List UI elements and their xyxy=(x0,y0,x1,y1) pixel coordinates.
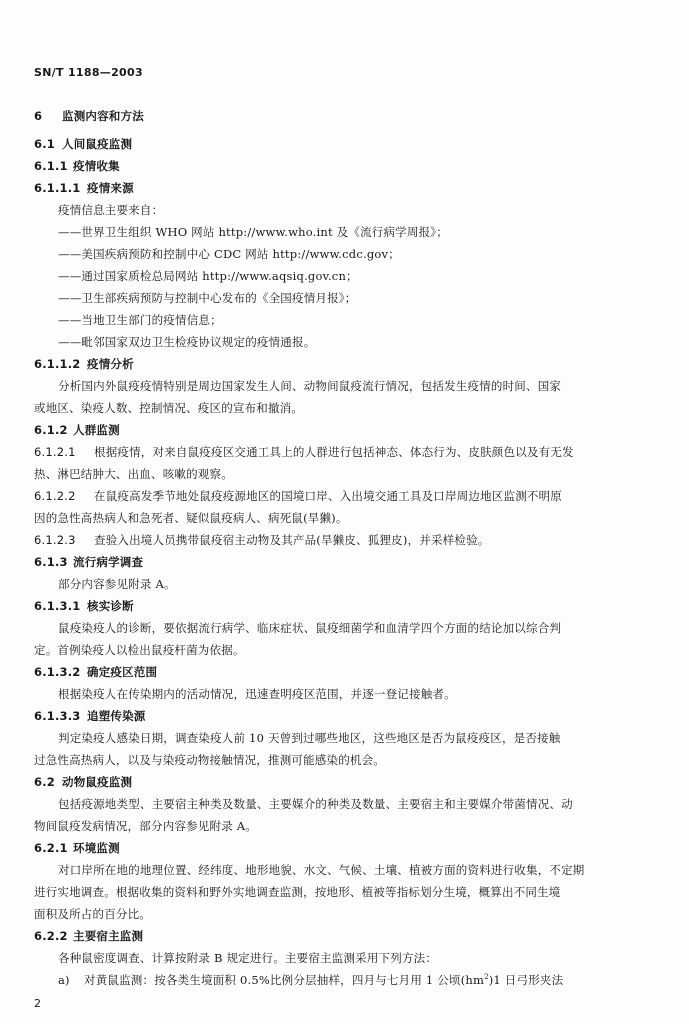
list-label: a) xyxy=(58,973,70,987)
section-number: 6.1.3.1 xyxy=(34,599,81,613)
section-title: 流行病学调查 xyxy=(73,555,144,569)
section-number: 6 xyxy=(34,109,43,123)
section-number: 6.1.2.3 xyxy=(34,533,76,547)
list-item: ——通过国家质检总局网站 http://www.aqsiq.gov.cn； xyxy=(58,269,358,283)
section-number: 6.1.1 xyxy=(34,159,68,173)
paragraph-text: 根据疫情，对来自鼠疫疫区交通工具上的人群进行包括神态、体态行为、皮肤颜色以及有无发 xyxy=(94,445,574,459)
section-number: 6.1.2.2 xyxy=(34,489,76,503)
list-item: ——毗邻国家双边卫生检疫协议规定的疫情通报。 xyxy=(58,335,316,349)
section-number: 6.2.1 xyxy=(34,841,68,855)
list-item: ——当地卫生部门的疫情信息； xyxy=(58,313,222,327)
paragraph-line: 过急性高热病人，以及与染疫动物接触情况，推测可能感染的机会。 xyxy=(34,753,385,767)
list-item-a xyxy=(58,973,563,987)
section-6-1-heading xyxy=(34,137,132,151)
section-6-1-2-1-line xyxy=(34,445,574,459)
paragraph-line: 物间鼠疫发病情况，部分内容参见附录 A。 xyxy=(34,819,257,833)
paragraph-line: 或地区、染疫人数、控制情况、疫区的宣布和撤消。 xyxy=(34,401,304,415)
paragraph-line: 面积及所占的百分比。 xyxy=(34,907,151,921)
paragraph-line: 根据染疫人在传染期内的活动情况，迅速查明疫区范围，并逐一登记接触者。 xyxy=(58,687,456,701)
section-6-1-1-2-heading xyxy=(34,357,134,371)
section-title: 人间鼠疫监测 xyxy=(62,137,133,151)
section-6-1-2-2-line xyxy=(34,489,562,503)
section-title: 确定疫区范围 xyxy=(87,665,158,679)
paragraph-line: 疫情信息主要来自： xyxy=(58,203,164,217)
paragraph-text: 查验入出境人员携带鼠疫宿主动物及其产品(旱獭皮、狐狸皮)，并采样检验。 xyxy=(94,533,490,547)
section-6-1-3-2-heading xyxy=(34,665,157,679)
section-title: 追塑传染源 xyxy=(87,709,146,723)
section-number: 6.1.3 xyxy=(34,555,68,569)
section-number: 6.2.2 xyxy=(34,929,68,943)
section-title: 核实诊断 xyxy=(87,599,134,613)
section-number: 6.1.1.2 xyxy=(34,357,81,371)
section-6-2-2-heading xyxy=(34,929,143,943)
paragraph-line: 判定染疫人感染日期，调查染疫人前 10 天曾到过哪些地区，这些地区是否为鼠疫疫区，是否接触 xyxy=(58,731,561,745)
standard-code-header: SN/T 1188—2003 xyxy=(34,66,143,79)
paragraph-line: 进行实地调查。根据收集的资料和野外实地调查监测，按地形、植被等指标划分生境，概算出不同生境 xyxy=(34,885,561,899)
section-number: 6.1.3.2 xyxy=(34,665,81,679)
section-number: 6.2 xyxy=(34,775,55,789)
section-number: 6.1.2.1 xyxy=(34,445,76,459)
section-6-1-3-3-heading xyxy=(34,709,146,723)
section-6-1-2-heading xyxy=(34,423,120,437)
paragraph-line: 各种鼠密度调查、计算按附录 B 规定进行。主要宿主监测采用下列方法： xyxy=(58,951,438,965)
paragraph-line: 定。首例染疫人以检出鼠疫杆菌为依据。 xyxy=(34,643,245,657)
section-6-1-1-1-heading xyxy=(34,181,134,195)
page-number: 2 xyxy=(34,997,42,1010)
list-text-continued: )1 日弓形夹法 xyxy=(488,973,564,987)
paragraph-line: 热、淋巴结肿大、出血、咳嗽的观察。 xyxy=(34,467,233,481)
section-6-2-heading xyxy=(34,775,132,789)
list-item: ——美国疾病预防和控制中心 CDC 网站 http://www.cdc.gov； xyxy=(58,247,400,261)
section-number: 6.1.2 xyxy=(34,423,68,437)
list-item: ——世界卫生组织 WHO 网站 http://www.who.int 及《流行病学周报》； xyxy=(58,225,448,239)
paragraph-text: 在鼠疫高发季节地处鼠疫疫源地区的国境口岸、入出境交通工具及口岸周边地区监测不明原 xyxy=(94,489,562,503)
paragraph-line: 对口岸所在地的地理位置、经纬度、地形地貌、水文、气候、土壤、植被方面的资料进行收集，不定期 xyxy=(58,863,585,877)
section-6-heading xyxy=(34,109,144,123)
section-number: 6.1.3.3 xyxy=(34,709,81,723)
section-6-1-3-heading xyxy=(34,555,143,569)
section-title: 监测内容和方法 xyxy=(62,109,144,123)
paragraph-line: 部分内容参见附录 A。 xyxy=(58,577,176,591)
section-6-2-1-heading xyxy=(34,841,120,855)
section-number: 6.1.1.1 xyxy=(34,181,81,195)
paragraph-line: 鼠疫染疫人的诊断，要依据流行病学、临床症状、鼠疫细菌学和血清学四个方面的结论加以综合判 xyxy=(58,621,562,635)
section-title: 人群监测 xyxy=(73,423,120,437)
section-title: 动物鼠疫监测 xyxy=(62,775,133,789)
list-item: ——卫生部疾病预防与控制中心发布的《全国疫情月报》； xyxy=(58,291,357,305)
section-number: 6.1 xyxy=(34,137,55,151)
section-title: 环境监测 xyxy=(73,841,120,855)
paragraph-line: 包括疫源地类型、主要宿主种类及数量、主要媒介的种类及数量、主要宿主和主要媒介带菌情况、动 xyxy=(58,797,573,811)
section-6-1-1-heading xyxy=(34,159,120,173)
section-6-1-3-1-heading xyxy=(34,599,134,613)
section-title: 疫情分析 xyxy=(87,357,134,371)
list-text: 对黄鼠监测：按各类生境面积 0.5%比例分层抽样，四月与七月用 1 公顷(hm xyxy=(84,973,485,987)
paragraph-line: 因的急性高热病人和急死者、疑似鼠疫病人、病死鼠(旱獭)。 xyxy=(34,511,348,525)
section-title: 疫情收集 xyxy=(73,159,120,173)
section-title: 主要宿主监测 xyxy=(73,929,144,943)
section-title: 疫情来源 xyxy=(87,181,134,195)
paragraph-line: 分析国内外鼠疫疫情特别是周边国家发生人间、动物间鼠疫流行情况，包括发生疫情的时间、国家 xyxy=(58,379,562,393)
superscript: 2 xyxy=(484,973,489,982)
section-6-1-2-3-line xyxy=(34,533,489,547)
